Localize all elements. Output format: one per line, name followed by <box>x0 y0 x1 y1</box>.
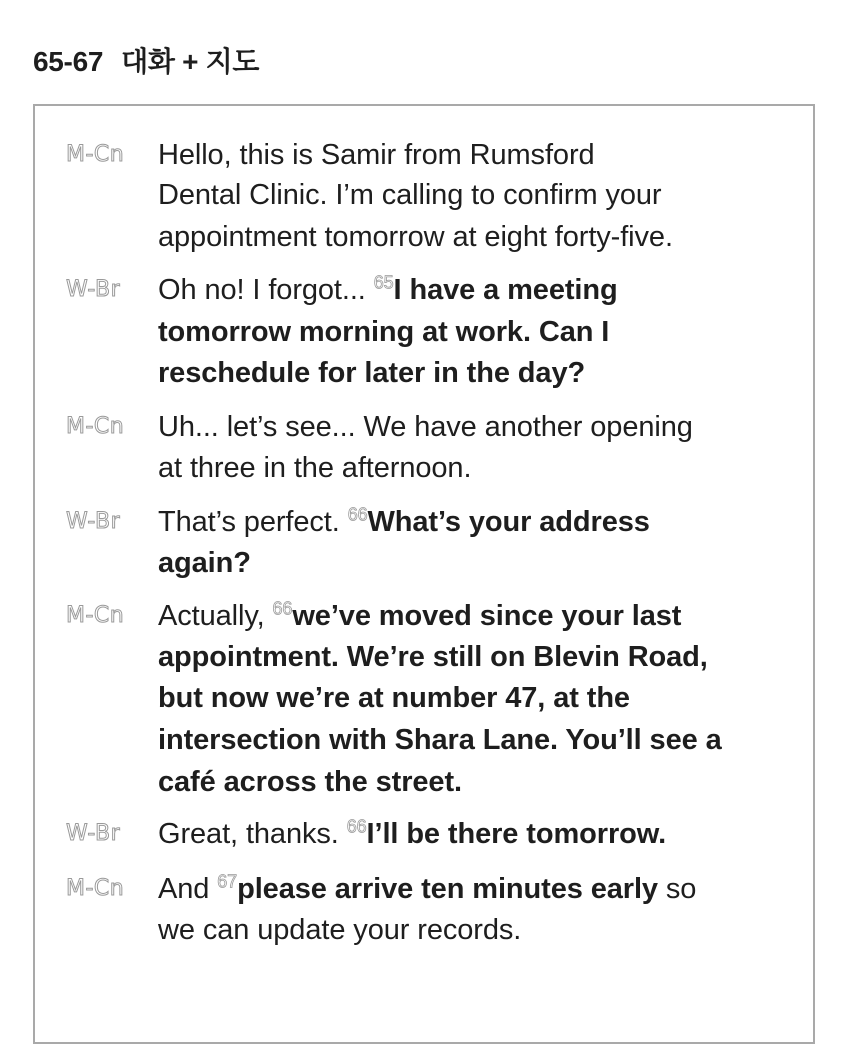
answer-hint-text: I’ll be there tomorrow. <box>366 818 667 850</box>
dialogue-line <box>158 545 251 581</box>
dialogue-line <box>158 272 618 308</box>
dialogue-line <box>158 816 666 852</box>
dialogue-text: appointment tomorrow at eight forty-five. <box>158 221 673 253</box>
dialogue-line <box>158 450 471 486</box>
speaker-label: M-Cn <box>66 414 125 439</box>
answer-hint-text: reschedule for later in the day? <box>158 357 586 389</box>
dialogue-line <box>158 639 708 675</box>
dialogue-line <box>158 504 650 540</box>
dialogue-text: Uh... let’s see... We have another opening <box>158 411 693 443</box>
speaker-label: W-Br <box>66 821 121 846</box>
dialogue-text: Great, thanks. <box>158 818 347 850</box>
dialogue-line <box>158 314 609 350</box>
dialogue-text: at three in the afternoon. <box>158 452 472 484</box>
dialogue-line <box>158 764 462 800</box>
dialogue-line <box>158 598 681 634</box>
dialogue-text: Hello, this is Samir from Rumsford <box>158 139 595 171</box>
dialogue-line <box>158 680 630 716</box>
question-range: 65-67 <box>33 46 104 77</box>
dialogue-text: Oh no! I forgot... <box>158 274 374 306</box>
answer-hint-text: I have a meeting <box>393 274 618 306</box>
speaker-label: M-Cn <box>66 603 125 628</box>
answer-hint-text: we’ve moved since your last <box>292 600 682 632</box>
dialogue-line <box>158 355 585 391</box>
answer-hint-text: tomorrow morning at work. Can I <box>158 316 610 348</box>
dialogue-text: so <box>657 873 697 905</box>
speaker-label: W-Br <box>66 277 121 302</box>
answer-hint-text: appointment. We’re still on Blevin Road, <box>158 641 708 673</box>
dialogue-line <box>158 912 521 948</box>
dialogue-text: Dental Clinic. I’m calling to confirm your <box>158 179 662 211</box>
answer-hint-text: intersection with Shara Lane. You’ll see a <box>158 724 722 756</box>
question-number-marker: 65 <box>373 272 394 293</box>
answer-hint-text: please arrive ten minutes early <box>237 873 658 905</box>
answer-hint-text: What’s your address <box>367 506 650 538</box>
question-number-marker: 66 <box>347 504 368 525</box>
section-title: 대화 + 지도 <box>121 46 260 77</box>
dialogue-line <box>158 871 696 907</box>
answer-hint-text: café across the street. <box>158 766 462 798</box>
question-number-marker: 66 <box>272 598 293 619</box>
dialogue-line <box>158 137 595 173</box>
dialogue-text: That’s perfect. <box>158 506 348 538</box>
dialogue-line <box>158 177 661 213</box>
dialogue-text: Actually, <box>158 600 273 632</box>
question-number-marker: 67 <box>217 871 238 892</box>
dialogue-line <box>158 409 693 445</box>
speaker-label: M-Cn <box>66 142 125 167</box>
answer-hint-text: again? <box>158 547 251 579</box>
section-heading <box>33 40 259 80</box>
speaker-label: M-Cn <box>66 876 125 901</box>
dialogue-text: And <box>158 873 218 905</box>
question-number-marker: 66 <box>346 816 367 837</box>
speaker-label: W-Br <box>66 509 121 534</box>
dialogue-line <box>158 722 722 758</box>
dialogue-line <box>158 219 673 255</box>
dialogue-text: we can update your records. <box>158 914 522 946</box>
answer-hint-text: but now we’re at number 47, at the <box>158 682 630 714</box>
